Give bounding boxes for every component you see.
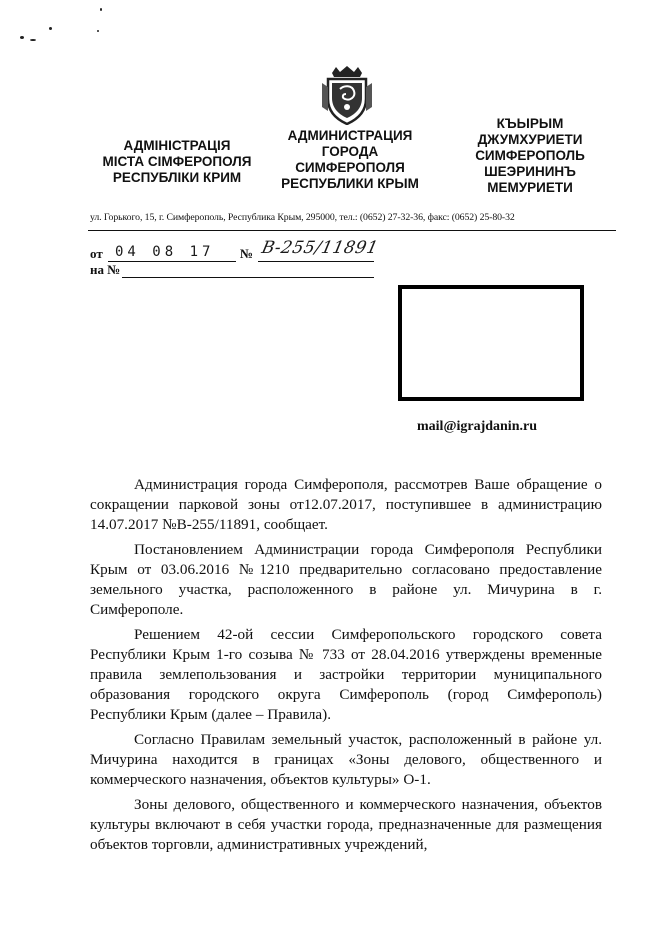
header-crh-line: ДЖУМХУРИЕТИ — [477, 132, 583, 147]
reply-label: на № — [90, 262, 121, 277]
header-crh-line: КЪЫРЫМ — [496, 116, 564, 131]
redacted-recipient-block — [398, 285, 584, 401]
paragraph: Зоны делового, общественного и коммерческого назначения, объектов культуры включают в себя участки города, предназначенные для размещения объектов торговли, административных учреждений, — [90, 796, 602, 853]
date-underline — [108, 261, 236, 262]
scan-speck — [49, 27, 52, 30]
address-line: ул. Горького, 15, г. Симферополь, Республика Крым, 295000, тел.: (0652) 27-32-36, факс: (0652) 25-80-32 — [90, 212, 515, 223]
header-crh-line: МЕМУРИЕТИ — [487, 180, 573, 195]
header-ru-line: ГОРОДА — [321, 144, 379, 159]
header-ru-line: АДМИНИСТРАЦИЯ — [287, 128, 413, 143]
number-underline — [258, 261, 374, 262]
document-date: 04 08 17 — [115, 244, 215, 260]
paragraph: Постановлением Администрации города Симферополя Республики Крым от 03.06.2016 №1210 предварительно согласовано предоставление земельного участка, расположенного в районе ул. Мичурина в г. Симферополе. — [90, 541, 602, 618]
paragraph: Решением 42-ой сессии Симферопольского городского совета Республики Крым 1-го созыва № 733 от 28.04.2016 утверждены временные правила землепользования и застройки территории муниципального образования городского округа Симферополь (город Симферополь) Республики Крым (далее – Правила). — [90, 626, 602, 723]
header-ua-line: МІСТА СІМФЕРОПОЛЯ — [102, 154, 252, 169]
reply-underline — [122, 277, 374, 278]
paragraph: Администрация города Симферополя, рассмотрев Ваше обращение о сокращении парковой зоны от12.07.2017, поступившее в администрацию 14.07.2017 №В-255/11891, сообщает. — [90, 476, 602, 533]
scan-speck — [20, 36, 24, 39]
letter-body — [90, 475, 602, 860]
scan-speck — [100, 8, 102, 11]
scan-speck — [30, 39, 36, 41]
from-label: от — [90, 246, 103, 261]
coat-of-arms-emblem — [318, 65, 376, 125]
header-ru-line: СИМФЕРОПОЛЯ — [295, 160, 405, 175]
header-ukrainian — [92, 138, 262, 186]
header-crh-line: ШЕЭРИНИНЪ — [484, 164, 576, 179]
number-label: № — [240, 246, 254, 261]
header-russian — [268, 128, 432, 192]
header-ua-line: АДМІНІСТРАЦІЯ — [123, 138, 231, 153]
header-crimean-tatar — [460, 116, 600, 196]
address-divider — [88, 230, 616, 231]
paragraph: Согласно Правилам земельный участок, расположенный в районе ул. Мичурина находится в границах «Зоны делового, общественного и коммерческого назначения, объектов культуры» О-1. — [90, 731, 602, 788]
header-crh-line: СИМФЕРОПОЛЬ — [475, 148, 585, 163]
scan-speck — [97, 30, 99, 32]
header-ru-line: РЕСПУБЛИКИ КРЫМ — [281, 176, 419, 191]
recipient-email: mail@igrajdanin.ru — [417, 419, 537, 434]
document-number: В-255/11891 — [259, 238, 381, 258]
header-ua-line: РЕСПУБЛІКИ КРИМ — [112, 170, 242, 185]
